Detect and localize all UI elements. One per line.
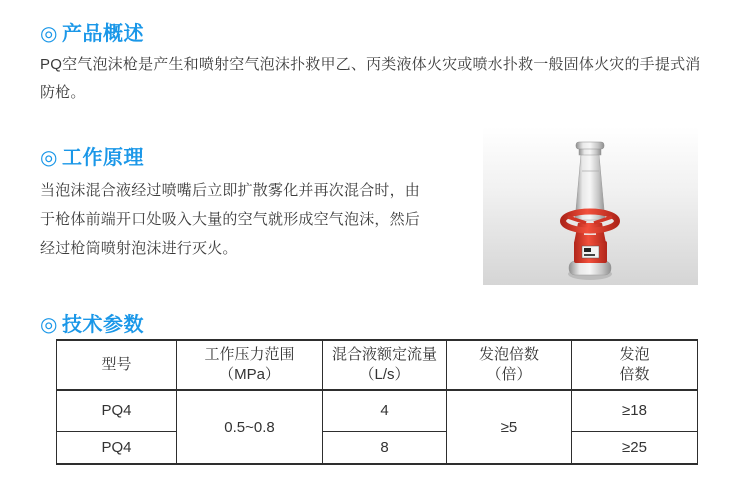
table-row: [57, 390, 698, 431]
col-header-unit: （倍）: [486, 366, 532, 383]
paragraph-line: PQ空气泡沫枪是产生和喷射空气泡沫扑救甲乙、丙类液体火灾或喷水扑救一般固体火灾的手提式消: [40, 56, 701, 73]
principle-paragraph: [40, 176, 420, 263]
bullseye-icon: ◎: [40, 314, 58, 336]
col-header-text: 发泡: [619, 346, 650, 363]
cell-flow: 4: [323, 390, 447, 431]
cell-pressure-range: 0.5~0.8: [177, 390, 323, 464]
cell-foam-ratio-2: ≥18: [572, 390, 698, 431]
cell-model: PQ4: [57, 390, 177, 431]
col-header-flow: [323, 340, 447, 390]
col-header-unit: （MPa）: [219, 366, 280, 383]
section-title-text: 产品概述: [61, 23, 144, 45]
section-title-text: 工作原理: [61, 147, 144, 169]
cell-foam-ratio-2: ≥25: [572, 431, 698, 464]
cell-flow: 8: [323, 431, 447, 464]
section-title-principle: [40, 141, 144, 170]
bullseye-icon: ◎: [40, 147, 58, 169]
cell-foam-ratio: ≥5: [447, 390, 572, 464]
foam-gun-illustration: [483, 127, 698, 285]
paragraph-line: 当泡沫混合液经过喷嘴后立即扩散雾化并再次混合时，由: [40, 182, 421, 199]
col-header-unit: （L/s）: [359, 366, 410, 383]
overview-paragraph: [40, 51, 700, 107]
section-title-specs: [40, 308, 144, 337]
col-header-foam-ratio-2: [572, 340, 698, 390]
col-header-text: 工作压力范围: [204, 346, 295, 363]
paragraph-line: 于枪体前端开口处吸入大量的空气就形成空气泡沫，然后: [40, 211, 421, 228]
cell-model: PQ4: [57, 431, 177, 464]
spec-table: [56, 339, 698, 465]
paragraph-line: 经过枪筒喷射泡沫进行灭火。: [40, 240, 238, 257]
col-header-text: 混合液额定流量: [331, 346, 437, 363]
col-header-text: 倍数: [619, 366, 650, 383]
product-photo: [483, 127, 698, 285]
section-title-overview: [40, 17, 144, 46]
col-header-foam-ratio: [447, 340, 572, 390]
col-header-text: 发泡倍数: [478, 346, 539, 363]
paragraph-line: 防枪。: [40, 84, 86, 101]
section-title-text: 技术参数: [61, 314, 144, 336]
col-header-text: 型号: [101, 356, 132, 373]
table-row: [57, 431, 698, 464]
col-header-model: [57, 340, 177, 390]
col-header-pressure: [177, 340, 323, 390]
bullseye-icon: ◎: [40, 23, 58, 45]
spec-table-header-row: [57, 340, 698, 390]
